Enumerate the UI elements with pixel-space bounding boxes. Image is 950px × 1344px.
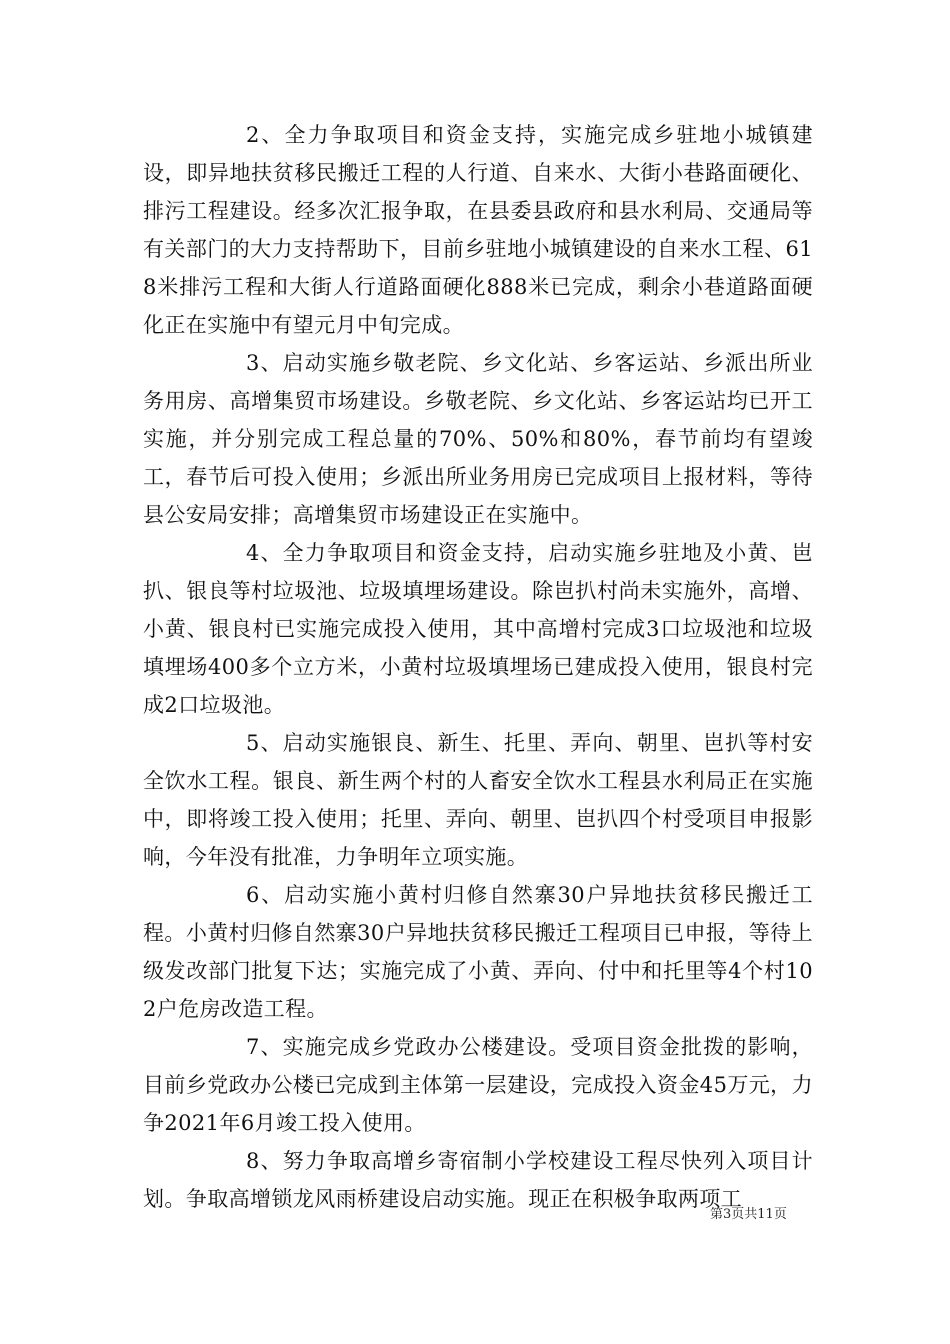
paragraph-6: 6、启动实施小黄村归修自然寨30户异地扶贫移民搬迁工程。小黄村归修自然寨30户异地扶贫移民搬迁工程项目已申报，等待上级发改部门批复下达；实施完成了小黄、弄向、付中和托里等4个村102户危房改造工程。 <box>143 883 813 1021</box>
paragraph-5: 5、启动实施银良、新生、托里、弄向、朝里、岜扒等村安全饮水工程。银良、新生两个村的人畜安全饮水工程县水利局正在实施中，即将竣工投入使用；托里、弄向、朝里、岜扒四个村受项目申报影响，今年没有批准，力争明年立项实施。 <box>143 731 813 869</box>
paragraph-8: 8、努力争取高增乡寄宿制小学校建设工程尽快列入项目计划。争取高增锁龙风雨桥建设启动实施。现正在积极争取两项工 <box>143 1149 813 1211</box>
paragraph-3: 3、启动实施乡敬老院、乡文化站、乡客运站、乡派出所业务用房、高增集贸市场建设。乡敬老院、乡文化站、乡客运站均已开工实施，并分别完成工程总量的70%、50%和80%，春节前均有望竣工，春节后可投入使用；乡派出所业务用房已完成项目上报材料，等待县公安局安排；高增集贸市场建设正在实施中。 <box>143 351 813 527</box>
paragraph-4: 4、全力争取项目和资金支持，启动实施乡驻地及小黄、岜扒、银良等村垃圾池、垃圾填埋场建设。除岜扒村尚未实施外，高增、小黄、银良村已实施完成投入使用，其中高增村完成3口垃圾池和垃圾填埋场400多个立方米，小黄村垃圾填埋场已建成投入使用，银良村完成2口垃圾池。 <box>143 541 813 717</box>
paragraph-2: 2、全力争取项目和资金支持，实施完成乡驻地小城镇建设，即异地扶贫移民搬迁工程的人行道、自来水、大街小巷路面硬化、排污工程建设。经多次汇报争取，在县委县政府和县水利局、交通局等有关部门的大力支持帮助下，目前乡驻地小城镇建设的自来水工程、618米排污工程和大街人行道路面硬化888米已完成，剩余小巷道路面硬化正在实施中有望元月中旬完成。 <box>143 123 813 337</box>
paragraph-7: 7、实施完成乡党政办公楼建设。受项目资金批拨的影响，目前乡党政办公楼已完成到主体第一层建设，完成投入资金45万元，力争2021年6月竣工投入使用。 <box>143 1035 813 1135</box>
document-body <box>143 116 813 1218</box>
page-number-footer: 第3页共11页 <box>710 1207 787 1222</box>
